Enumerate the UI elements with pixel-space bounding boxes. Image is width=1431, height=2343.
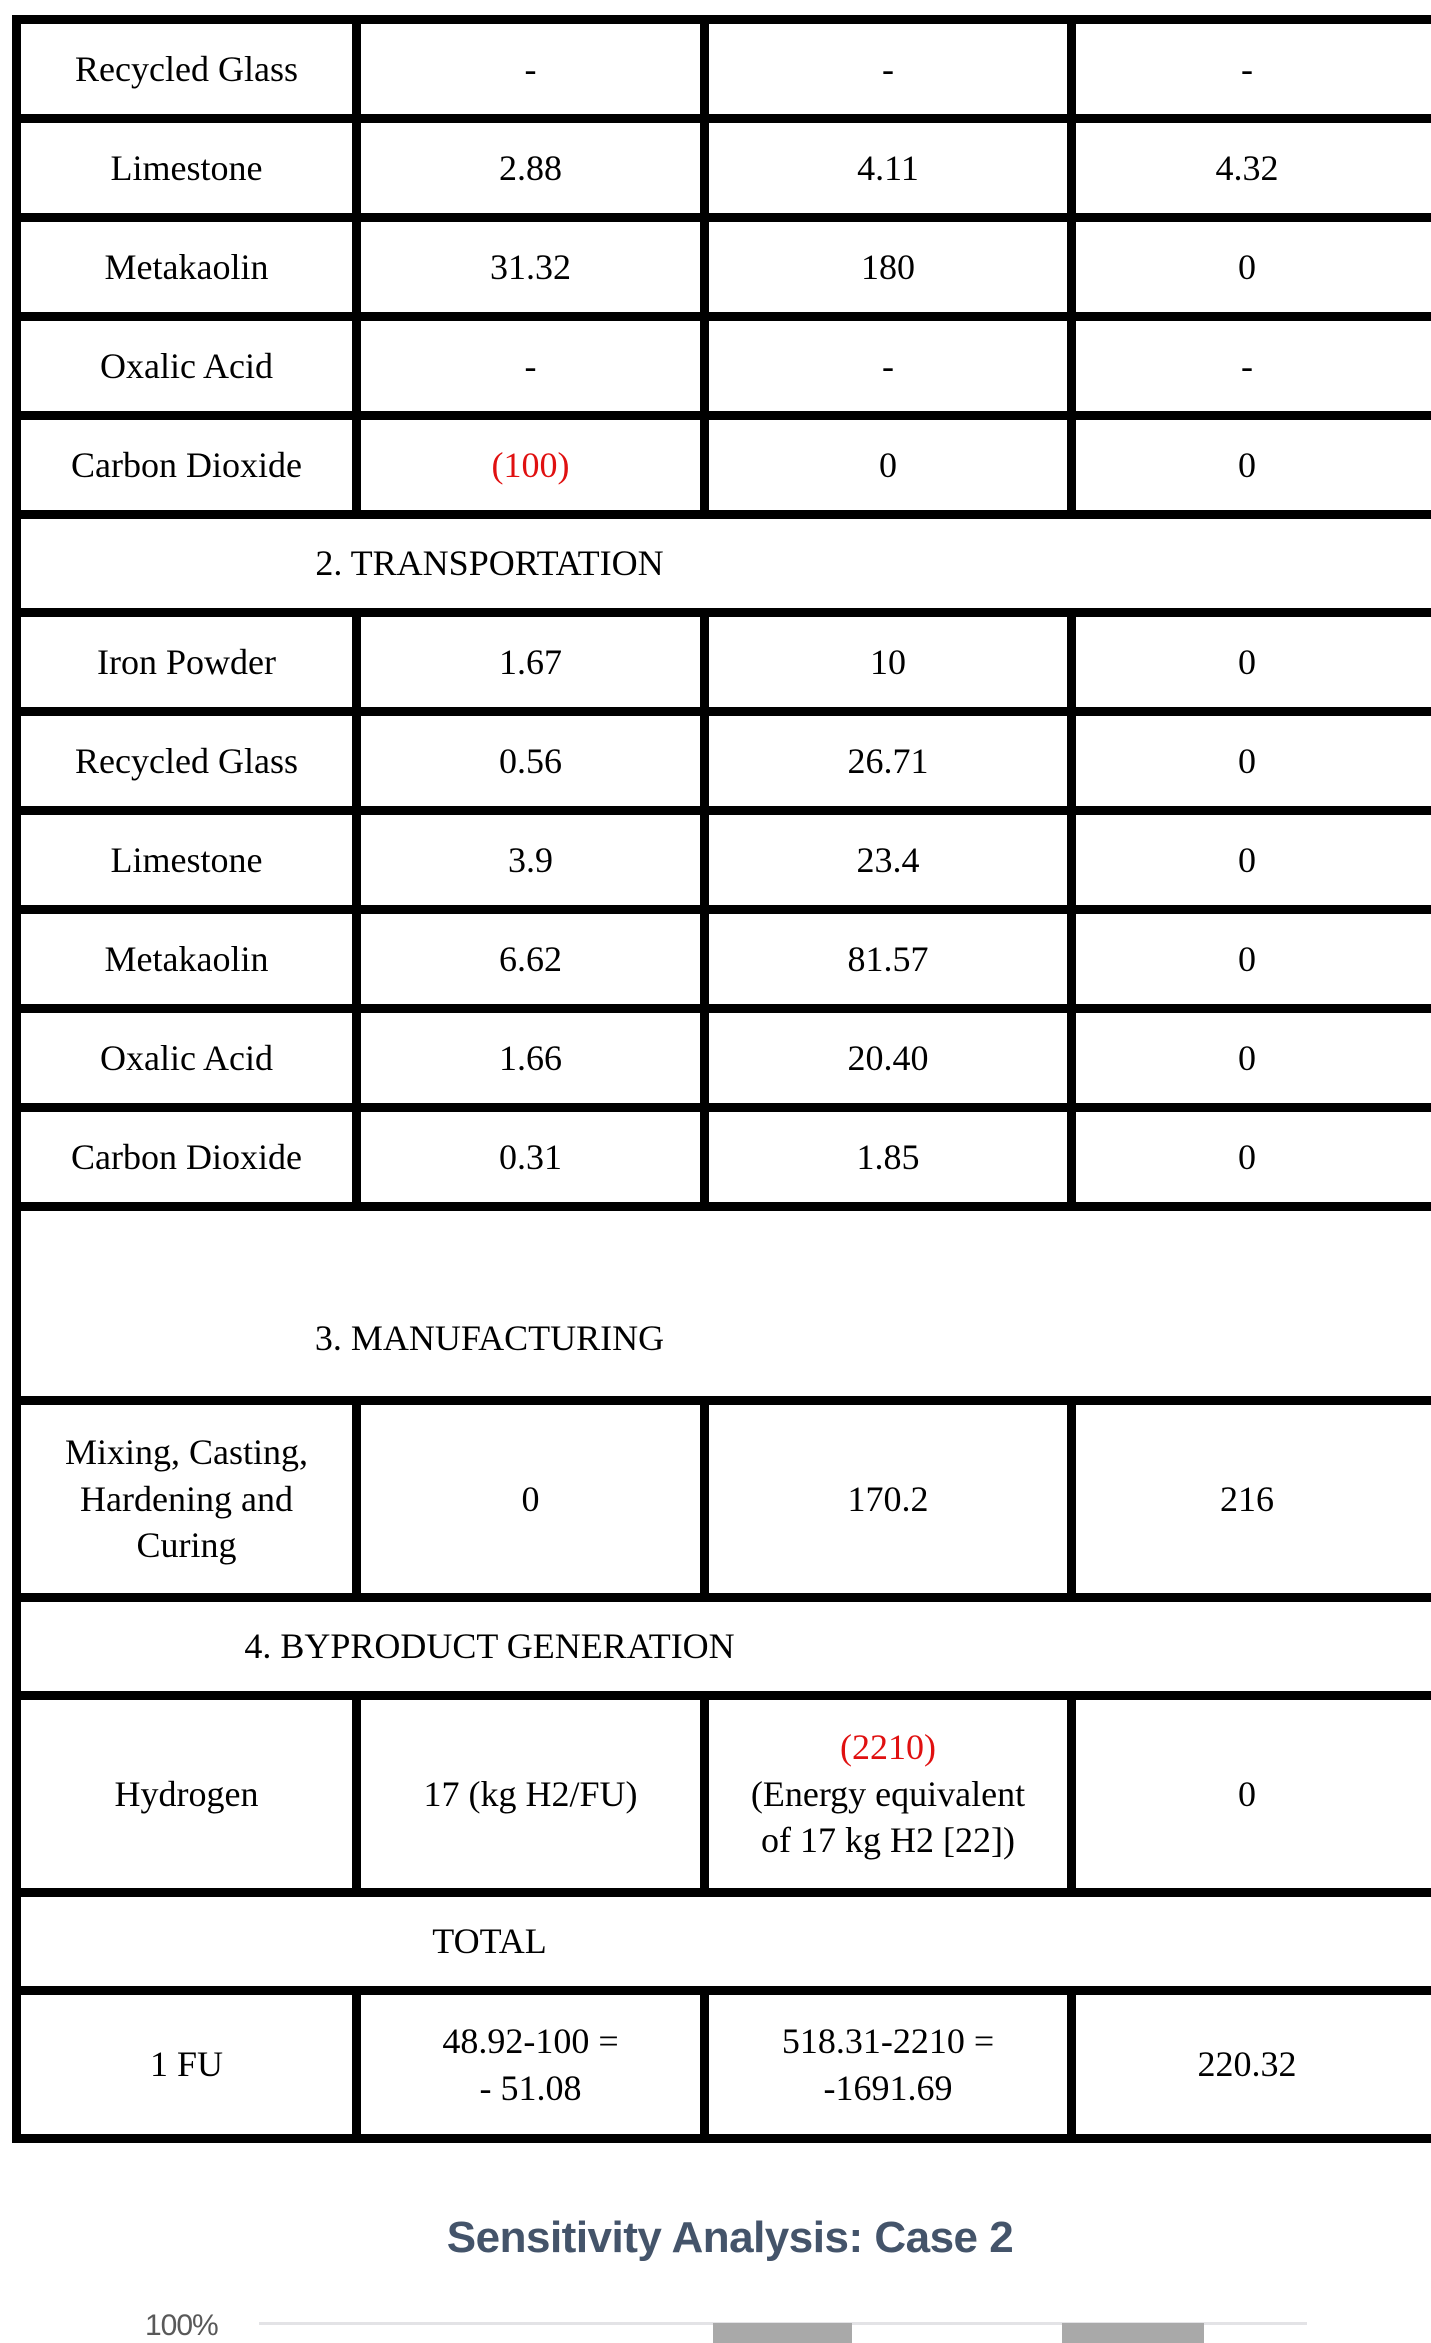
row-label	[17, 1401, 357, 1598]
cell-value: 17 (kg H2/FU)	[357, 1696, 705, 1893]
cell-value: -	[357, 317, 705, 416]
cell-value: -	[1072, 317, 1431, 416]
section-title-byproduct: 4. BYPRODUCT GENERATION	[17, 1598, 1431, 1696]
table-row	[17, 20, 1431, 119]
cell-value: 0	[1072, 218, 1431, 317]
cell-value: 23.4	[705, 811, 1072, 910]
cell-value: -	[705, 317, 1072, 416]
row-label: Hydrogen	[17, 1696, 357, 1893]
row-label: Recycled Glass	[17, 20, 357, 119]
cell-value-negative: (2210)	[715, 1724, 1061, 1771]
cell-value: 0.56	[357, 712, 705, 811]
row-label: Limestone	[17, 119, 357, 218]
table-row	[17, 1009, 1431, 1108]
cell-note-line: of 17 kg H2 [22])	[715, 1817, 1061, 1864]
row-label: Metakaolin	[17, 218, 357, 317]
table-row	[17, 416, 1431, 515]
energy-equivalent-cell	[705, 1696, 1072, 1893]
cell-value: 2.88	[357, 119, 705, 218]
cell-value: -	[705, 20, 1072, 119]
row-label: Iron Powder	[17, 613, 357, 712]
cell-note-line: (Energy equivalent	[715, 1771, 1061, 1818]
cell-value: 6.62	[357, 910, 705, 1009]
cell-value: 0.31	[357, 1108, 705, 1207]
cell-value: 1.66	[357, 1009, 705, 1108]
table-row	[17, 811, 1431, 910]
row-label-line: Curing	[27, 1522, 346, 1569]
total-cell: 220.32	[1072, 1991, 1431, 2139]
cell-value: 0	[1072, 811, 1431, 910]
cell-value: 1.67	[357, 613, 705, 712]
cell-value-negative: (100)	[357, 416, 705, 515]
cell-value: 31.32	[357, 218, 705, 317]
section-title-manufacturing: 3. MANUFACTURING	[17, 1207, 1431, 1401]
table-row	[17, 119, 1431, 218]
cell-value: 0	[705, 416, 1072, 515]
total-cell	[357, 1991, 705, 2139]
table-row	[17, 1696, 1431, 1893]
table-row	[17, 1401, 1431, 1598]
cell-value: 1.85	[705, 1108, 1072, 1207]
section-header-row	[17, 1893, 1431, 1991]
total-line: - 51.08	[367, 2065, 694, 2112]
row-label: Recycled Glass	[17, 712, 357, 811]
cell-value: -	[357, 20, 705, 119]
table-row	[17, 910, 1431, 1009]
cell-value: 0	[1072, 1108, 1431, 1207]
row-label: Metakaolin	[17, 910, 357, 1009]
row-label-line: Hardening and	[27, 1476, 346, 1523]
cell-value: 0	[1072, 910, 1431, 1009]
cell-value: 0	[1072, 613, 1431, 712]
row-label: Carbon Dioxide	[17, 416, 357, 515]
row-label-line: Mixing, Casting,	[27, 1429, 346, 1476]
total-line: 48.92-100 =	[367, 2018, 694, 2065]
cell-value: 4.32	[1072, 119, 1431, 218]
lca-table	[12, 15, 1431, 2143]
section-header-row	[17, 1207, 1431, 1401]
cell-value: 170.2	[705, 1401, 1072, 1598]
row-label: Carbon Dioxide	[17, 1108, 357, 1207]
cell-value: 3.9	[357, 811, 705, 910]
cell-value: 26.71	[705, 712, 1072, 811]
cell-value: 180	[705, 218, 1072, 317]
cell-value: 216	[1072, 1401, 1431, 1598]
table-row	[17, 613, 1431, 712]
table-row	[17, 317, 1431, 416]
total-line: -1691.69	[715, 2065, 1061, 2112]
row-label: Oxalic Acid	[17, 1009, 357, 1108]
cell-value: 10	[705, 613, 1072, 712]
cell-value: 20.40	[705, 1009, 1072, 1108]
y-axis-tick-label: 100%	[145, 2309, 218, 2343]
chart-title: Sensitivity Analysis: Case 2	[0, 2213, 1431, 2263]
chart-bar	[1062, 2323, 1204, 2343]
section-title-total: TOTAL	[17, 1893, 1431, 1991]
cell-value: 0	[1072, 712, 1431, 811]
total-cell	[705, 1991, 1072, 2139]
row-label: Oxalic Acid	[17, 317, 357, 416]
cell-value: 4.11	[705, 119, 1072, 218]
cell-value: 0	[357, 1401, 705, 1598]
cell-value: -	[1072, 20, 1431, 119]
section-title-transportation: 2. TRANSPORTATION	[17, 515, 1431, 613]
table-row	[17, 1108, 1431, 1207]
cell-value: 81.57	[705, 910, 1072, 1009]
row-label: 1 FU	[17, 1991, 357, 2139]
section-header-row	[17, 515, 1431, 613]
cell-value: 0	[1072, 1009, 1431, 1108]
table-row	[17, 712, 1431, 811]
section-header-row	[17, 1598, 1431, 1696]
table-row	[17, 218, 1431, 317]
cell-value: 0	[1072, 416, 1431, 515]
cell-value: 0	[1072, 1696, 1431, 1893]
total-row	[17, 1991, 1431, 2139]
total-line: 518.31-2210 =	[715, 2018, 1061, 2065]
row-label: Limestone	[17, 811, 357, 910]
chart-bar	[713, 2323, 852, 2343]
